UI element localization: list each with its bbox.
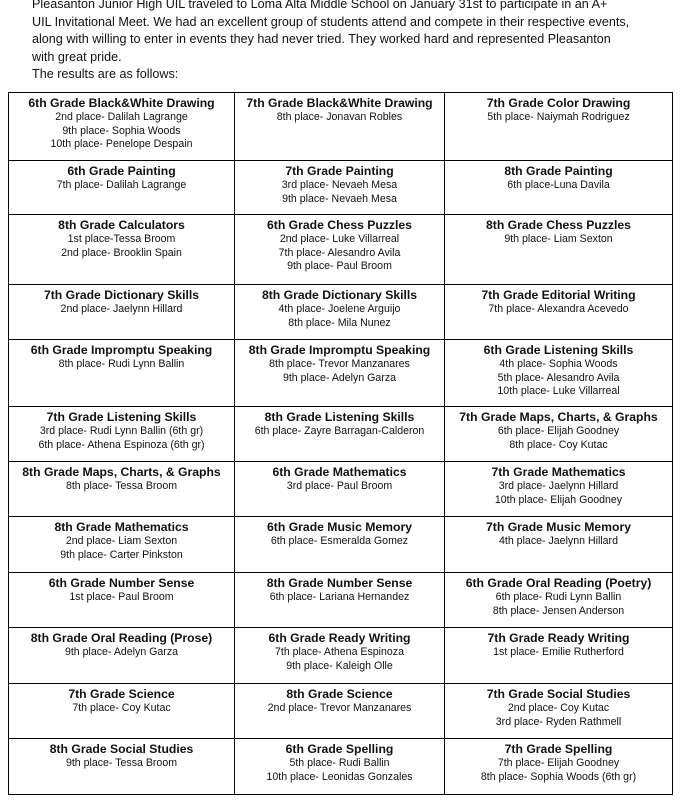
event-title: 8th Grade Listening Skills (264, 410, 415, 424)
event-result-cell (445, 285, 673, 340)
event-title: 8th Grade Painting (504, 164, 613, 178)
placement-entry: 4th place- Joelene Arguijo (278, 303, 401, 315)
event-result-cell (235, 407, 445, 462)
event-result-cell (445, 161, 673, 215)
event-result-cell (9, 340, 235, 407)
table-row (9, 684, 673, 739)
event-title: 6th Grade Spelling (285, 742, 394, 756)
placement-entry: 7th place- Alexandra Acevedo (488, 303, 629, 315)
placement-entry: 1st place- Emilie Rutherford (493, 646, 624, 658)
placement-entry: 8th place- Trevor Manzanares (269, 358, 410, 370)
event-title: 6th Grade Painting (67, 164, 176, 178)
event-result-cell (235, 628, 445, 684)
placement-entry: 1st place-Tessa Broom (67, 233, 176, 245)
event-title: 6th Grade Mathematics (272, 465, 407, 479)
table-row (9, 285, 673, 340)
placement-entry: 9th place- Kaleigh Olle (286, 659, 393, 672)
placement-entry: 10th place- Luke Villarreal (497, 385, 620, 398)
placement-entry: 6th place- Athena Espinoza (6th gr) (38, 438, 205, 451)
table-row (9, 93, 673, 161)
event-title: 6th Grade Ready Writing (268, 631, 411, 645)
event-result-cell (9, 215, 235, 285)
placement-entry: 5th place- Naiymah Rodriguez (487, 111, 630, 123)
event-title: 8th Grade Mathematics (54, 520, 189, 534)
placement-entry: 6th place-Luna Davila (507, 179, 610, 191)
event-title: 7th Grade Music Memory (486, 520, 631, 534)
placement-entry: 7th place- Athena Espinoza (275, 646, 404, 658)
placement-entry: 8th place- Jonavan Robles (276, 111, 403, 123)
intro-line: Pleasanton Junior High UIL traveled to Loma Alta Middle School on January 31st to participate in an A+ (32, 0, 608, 11)
placement-entry: 9th place- Paul Broom (287, 260, 392, 273)
event-result-cell (445, 407, 673, 462)
event-title: 8th Grade Calculators (58, 218, 185, 232)
event-result-cell (235, 215, 445, 285)
event-title: 8th Grade Maps, Charts, & Graphs (22, 465, 221, 479)
placement-entry: 7th place- Alesandro Avila (278, 246, 401, 259)
event-title: 7th Grade Ready Writing (487, 631, 630, 645)
placement-entry: 2nd place- Liam Sexton (65, 535, 178, 547)
event-result-cell (9, 161, 235, 215)
event-title: 6th Grade Black&White Drawing (28, 96, 215, 110)
table-row (9, 340, 673, 407)
table-row (9, 628, 673, 684)
table-row (9, 462, 673, 517)
event-title: 6th Grade Impromptu Speaking (30, 343, 213, 357)
event-title: 8th Grade Social Studies (49, 742, 194, 756)
event-title: 7th Grade Painting (285, 164, 394, 178)
placement-entry: 2nd place- Luke Villarreal (279, 233, 400, 245)
placement-entry: 4th place- Jaelynn Hillard (499, 535, 618, 547)
placement-entry: 2nd place- Coy Kutac (507, 702, 610, 714)
event-title: 8th Grade Oral Reading (Prose) (30, 631, 213, 645)
intro-line: UIL Invitational Meet. We had an excellent group of students attend and compete in their respective events, (32, 14, 630, 29)
placement-entry: 2nd place- Jaelynn Hillard (60, 303, 183, 315)
placement-entry: 2nd place- Dalilah Lagrange (55, 111, 188, 123)
event-result-cell (235, 340, 445, 407)
placement-entry: 10th place- Leonidas Gonzales (266, 770, 413, 783)
event-title: 6th Grade Oral Reading (Poetry) (465, 576, 652, 590)
placement-entry: 7th place- Dalilah Lagrange (56, 179, 187, 191)
event-result-cell (445, 573, 673, 628)
results-table (8, 92, 673, 795)
placement-entry: 9th place- Adelyn Garza (64, 646, 179, 658)
event-result-cell (9, 739, 235, 795)
placement-entry: 9th place- Liam Sexton (504, 233, 613, 245)
table-row (9, 215, 673, 285)
placement-entry: 10th place- Penelope Despain (50, 138, 193, 151)
placement-entry: 9th place- Nevaeh Mesa (282, 192, 397, 205)
event-title: 8th Grade Chess Puzzles (486, 218, 631, 232)
event-title: 7th Grade Listening Skills (46, 410, 197, 424)
event-result-cell (445, 684, 673, 739)
placement-entry: 2nd place- Brooklin Spain (61, 246, 182, 259)
event-result-cell (9, 517, 235, 573)
event-title: 7th Grade Social Studies (486, 687, 631, 701)
table-row (9, 407, 673, 462)
placement-entry: 8th place- Rudi Lynn Ballin (58, 358, 185, 370)
event-title: 7th Grade Maps, Charts, & Graphs (459, 410, 658, 424)
placement-entry: 9th place- Tessa Broom (65, 757, 178, 769)
table-row (9, 161, 673, 215)
placement-entry: 8th place- Tessa Broom (65, 480, 178, 492)
event-title: 8th Grade Impromptu Speaking (248, 343, 431, 357)
event-result-cell (9, 573, 235, 628)
placement-entry: 9th place- Adelyn Garza (282, 371, 397, 384)
table-row (9, 573, 673, 628)
placement-entry: 7th place- Elijah Goodney (497, 757, 620, 769)
event-result-cell (445, 628, 673, 684)
event-title: 7th Grade Mathematics (491, 465, 626, 479)
placement-entry: 6th place- Rudi Lynn Ballin (495, 591, 622, 603)
event-title: 8th Grade Science (286, 687, 393, 701)
event-result-cell (235, 684, 445, 739)
event-title: 6th Grade Chess Puzzles (267, 218, 412, 232)
placement-entry: 8th place- Sophia Woods (6th gr) (480, 770, 637, 783)
event-result-cell (9, 684, 235, 739)
results-heading: The results are as follows: (32, 67, 179, 81)
placement-entry: 8th place- Jensen Anderson (492, 604, 625, 617)
table-row (9, 517, 673, 573)
event-title: 6th Grade Listening Skills (483, 343, 634, 357)
placement-entry: 9th place- Sophia Woods (62, 124, 181, 137)
placement-entry: 9th place- Carter Pinkston (60, 548, 183, 561)
event-result-cell (235, 161, 445, 215)
event-result-cell (445, 739, 673, 795)
placement-entry: 10th place- Elijah Goodney (494, 493, 623, 506)
event-result-cell (235, 93, 445, 161)
placement-entry: 6th place- Lariana Hernandez (269, 591, 410, 603)
event-result-cell (235, 573, 445, 628)
event-result-cell (445, 93, 673, 161)
event-result-cell (445, 340, 673, 407)
event-title: 7th Grade Editorial Writing (481, 288, 636, 302)
placement-entry: 2nd place- Trevor Manzanares (267, 702, 412, 714)
event-title: 7th Grade Dictionary Skills (43, 288, 200, 302)
intro-line: with great pride. (32, 49, 122, 64)
event-result-cell (9, 628, 235, 684)
placement-entry: 6th place- Zayre Barragan-Calderon (254, 425, 425, 437)
event-result-cell (9, 407, 235, 462)
placement-entry: 1st place- Paul Broom (69, 591, 174, 603)
event-title: 8th Grade Dictionary Skills (261, 288, 418, 302)
placement-entry: 3rd place- Ryden Rathmell (495, 715, 622, 728)
event-result-cell (9, 93, 235, 161)
event-title: 8th Grade Number Sense (266, 576, 413, 590)
placement-entry: 6th place- Elijah Goodney (497, 425, 620, 437)
event-title: 6th Grade Number Sense (48, 576, 195, 590)
placement-entry: 8th place- Coy Kutac (509, 438, 608, 451)
event-title: 7th Grade Science (68, 687, 175, 701)
event-result-cell (9, 285, 235, 340)
event-result-cell (445, 462, 673, 517)
placement-entry: 6th place- Esmeralda Gomez (270, 535, 409, 547)
event-title: 7th Grade Black&White Drawing (246, 96, 433, 110)
event-result-cell (235, 285, 445, 340)
placement-entry: 3rd place- Paul Broom (286, 480, 393, 492)
placement-entry: 3rd place- Rudi Lynn Ballin (6th gr) (39, 425, 204, 437)
event-result-cell (235, 739, 445, 795)
placement-entry: 4th place- Sophia Woods (499, 358, 618, 370)
event-title: 6th Grade Music Memory (267, 520, 412, 534)
event-title: 7th Grade Spelling (504, 742, 613, 756)
results-table-body (9, 93, 673, 795)
event-result-cell (9, 462, 235, 517)
event-title: 7th Grade Color Drawing (486, 96, 631, 110)
intro-line: along with willing to enter in events they had never tried. They worked hard and represented Pleasanton (32, 32, 611, 46)
event-result-cell (235, 517, 445, 573)
table-row (9, 739, 673, 795)
placement-entry: 3rd place- Jaelynn Hillard (498, 480, 619, 492)
placement-entry: 3rd place- Nevaeh Mesa (281, 179, 398, 191)
intro-paragraph (32, 0, 672, 84)
placement-entry: 8th place- Mila Nunez (288, 316, 391, 329)
placement-entry: 5th place- Rudi Ballin (289, 757, 390, 769)
event-result-cell (445, 215, 673, 285)
placement-entry: 5th place- Alesandro Avila (497, 371, 620, 384)
event-result-cell (235, 462, 445, 517)
placement-entry: 7th place- Coy Kutac (72, 702, 171, 714)
event-result-cell (445, 517, 673, 573)
